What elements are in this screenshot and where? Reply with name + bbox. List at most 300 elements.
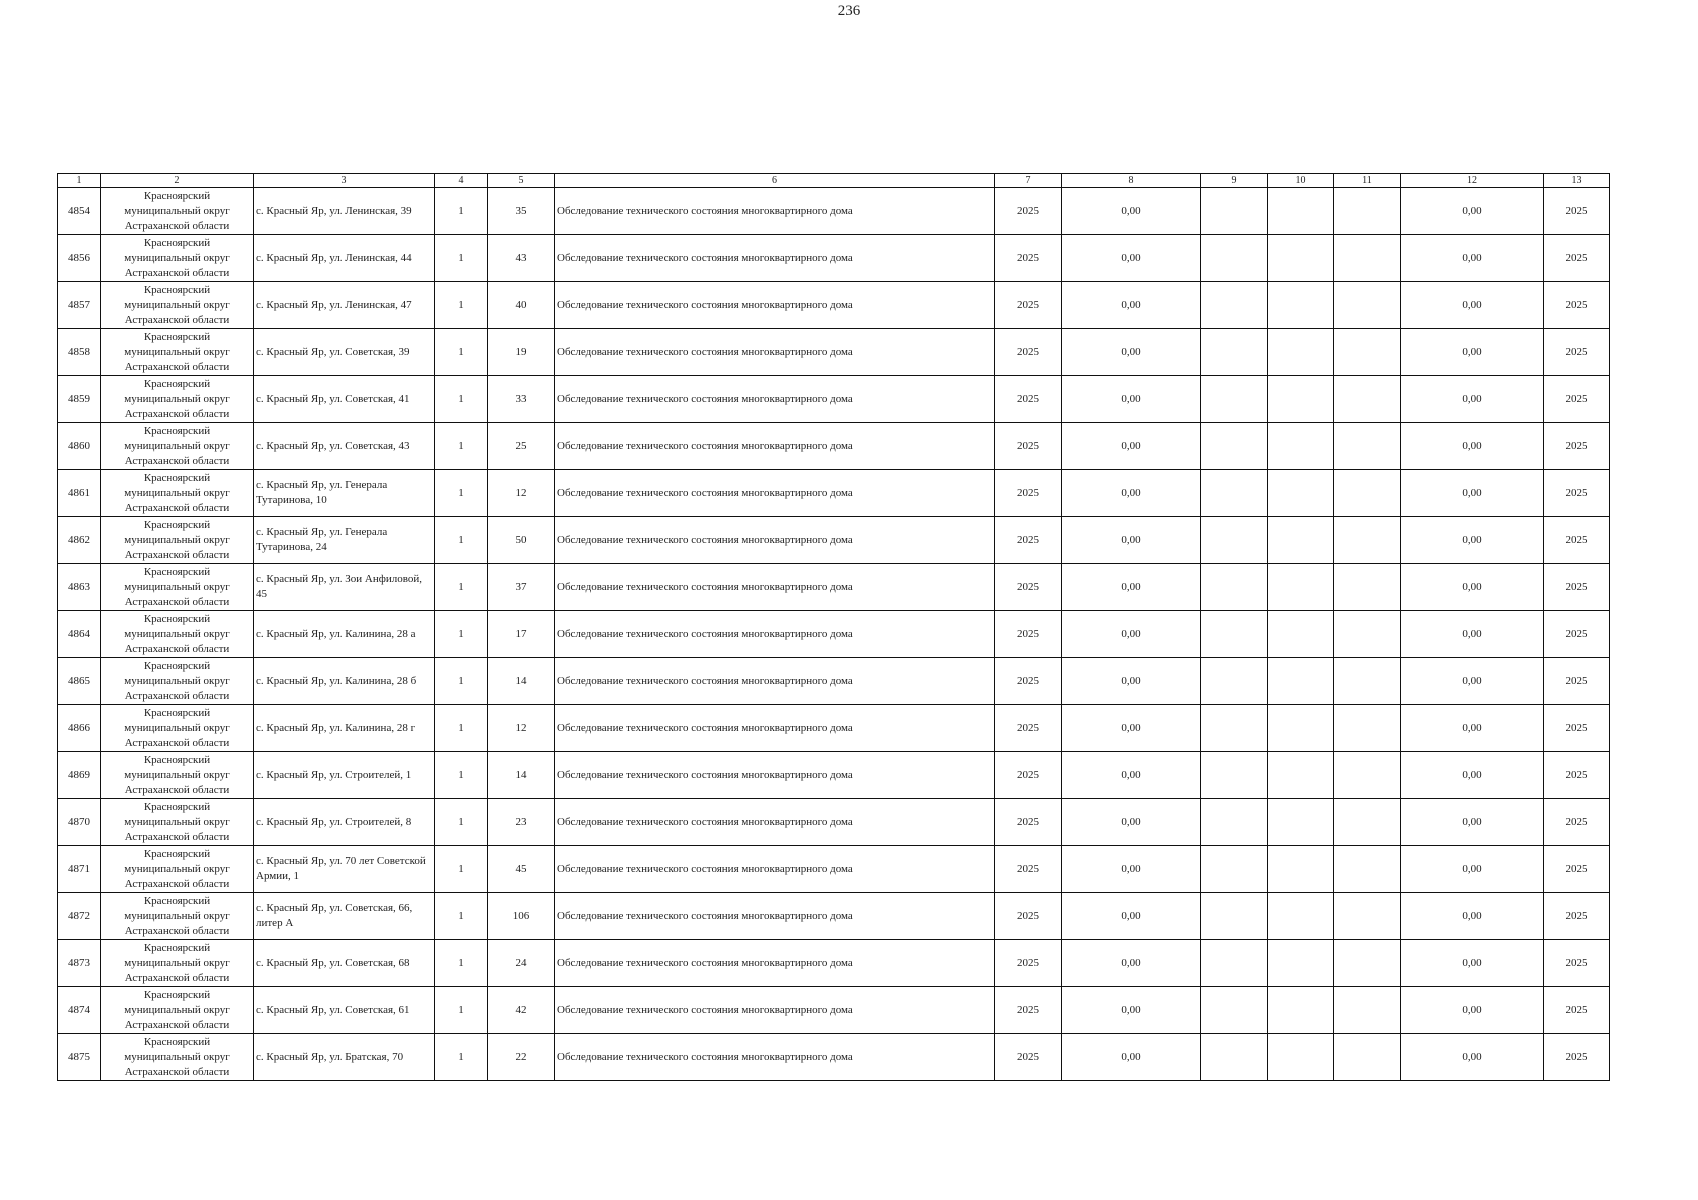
record-number-cell: 4862 bbox=[58, 517, 101, 564]
column-7-cell: 2025 bbox=[995, 564, 1062, 611]
column-11-cell bbox=[1334, 799, 1401, 846]
column-8-cell: 0,00 bbox=[1062, 705, 1201, 752]
table-row bbox=[58, 611, 1610, 658]
column-7-cell: 2025 bbox=[995, 423, 1062, 470]
column-7-cell: 2025 bbox=[995, 1034, 1062, 1081]
column-11-cell bbox=[1334, 564, 1401, 611]
municipality-line: муниципальный округ bbox=[124, 627, 230, 640]
column-8-cell: 0,00 bbox=[1062, 329, 1201, 376]
column-header-12: 12 bbox=[1401, 174, 1544, 188]
table-row bbox=[58, 517, 1610, 564]
table-row bbox=[58, 423, 1610, 470]
municipality-line: Астраханской области bbox=[124, 548, 230, 561]
column-7-cell: 2025 bbox=[995, 611, 1062, 658]
work-type-cell: Обследование технического состояния многоквартирного дома bbox=[555, 282, 995, 329]
column-9-cell bbox=[1201, 658, 1268, 705]
column-8-cell: 0,00 bbox=[1062, 987, 1201, 1034]
column-header-4: 4 bbox=[435, 174, 488, 188]
work-type-cell: Обследование технического состояния многоквартирного дома bbox=[555, 564, 995, 611]
municipality-line: Красноярский bbox=[143, 894, 211, 907]
column-header-9: 9 bbox=[1201, 174, 1268, 188]
column-10-cell bbox=[1268, 517, 1334, 564]
housing-program-table-container bbox=[57, 173, 1609, 1081]
column-header-6: 6 bbox=[555, 174, 995, 188]
record-number-cell: 4861 bbox=[58, 470, 101, 517]
column-12-cell: 0,00 bbox=[1401, 987, 1544, 1034]
work-type-cell: Обследование технического состояния многоквартирного дома bbox=[555, 517, 995, 564]
column-8-cell: 0,00 bbox=[1062, 846, 1201, 893]
municipality-cell bbox=[101, 188, 254, 235]
column-9-cell bbox=[1201, 940, 1268, 987]
column-9-cell bbox=[1201, 752, 1268, 799]
column-header-11: 11 bbox=[1334, 174, 1401, 188]
column-8-cell: 0,00 bbox=[1062, 893, 1201, 940]
column-header-8: 8 bbox=[1062, 174, 1201, 188]
address-cell: с. Красный Яр, ул. Советская, 61 bbox=[254, 987, 435, 1034]
table-row bbox=[58, 893, 1610, 940]
column-10-cell bbox=[1268, 282, 1334, 329]
column-9-cell bbox=[1201, 470, 1268, 517]
column-9-cell bbox=[1201, 611, 1268, 658]
column-9-cell bbox=[1201, 188, 1268, 235]
column-11-cell bbox=[1334, 188, 1401, 235]
municipality-cell bbox=[101, 517, 254, 564]
table-row bbox=[58, 705, 1610, 752]
address-cell: с. Красный Яр, ул. Калинина, 28 а bbox=[254, 611, 435, 658]
column-9-cell bbox=[1201, 846, 1268, 893]
column-9-cell bbox=[1201, 987, 1268, 1034]
work-type-cell: Обследование технического состояния многоквартирного дома bbox=[555, 470, 995, 517]
column-5-cell: 35 bbox=[488, 188, 555, 235]
column-5-cell: 45 bbox=[488, 846, 555, 893]
column-7-cell: 2025 bbox=[995, 470, 1062, 517]
column-10-cell bbox=[1268, 611, 1334, 658]
municipality-cell bbox=[101, 423, 254, 470]
municipality-line: муниципальный округ bbox=[124, 721, 230, 734]
address-cell: с. Красный Яр, ул. Зои Анфиловой, 45 bbox=[254, 564, 435, 611]
column-5-cell: 50 bbox=[488, 517, 555, 564]
address-cell: с. Красный Яр, ул. Братская, 70 bbox=[254, 1034, 435, 1081]
column-4-cell: 1 bbox=[435, 940, 488, 987]
column-11-cell bbox=[1334, 987, 1401, 1034]
column-10-cell bbox=[1268, 188, 1334, 235]
municipality-line: Красноярский bbox=[143, 377, 211, 390]
table-row bbox=[58, 188, 1610, 235]
municipality-cell bbox=[101, 658, 254, 705]
table-row bbox=[58, 658, 1610, 705]
column-5-cell: 12 bbox=[488, 705, 555, 752]
column-13-cell: 2025 bbox=[1544, 235, 1610, 282]
column-5-cell: 14 bbox=[488, 658, 555, 705]
record-number-cell: 4874 bbox=[58, 987, 101, 1034]
column-4-cell: 1 bbox=[435, 376, 488, 423]
column-12-cell: 0,00 bbox=[1401, 611, 1544, 658]
column-10-cell bbox=[1268, 705, 1334, 752]
address-cell: с. Красный Яр, ул. Генерала Тутаринова, 24 bbox=[254, 517, 435, 564]
record-number-cell: 4854 bbox=[58, 188, 101, 235]
column-13-cell: 2025 bbox=[1544, 1034, 1610, 1081]
column-7-cell: 2025 bbox=[995, 517, 1062, 564]
municipality-cell bbox=[101, 329, 254, 376]
column-9-cell bbox=[1201, 705, 1268, 752]
column-7-cell: 2025 bbox=[995, 235, 1062, 282]
housing-program-table bbox=[57, 173, 1610, 1081]
municipality-cell bbox=[101, 987, 254, 1034]
work-type-cell: Обследование технического состояния многоквартирного дома bbox=[555, 799, 995, 846]
municipality-cell bbox=[101, 564, 254, 611]
column-12-cell: 0,00 bbox=[1401, 188, 1544, 235]
municipality-cell bbox=[101, 940, 254, 987]
municipality-line: Красноярский bbox=[143, 236, 211, 249]
municipality-line: муниципальный округ bbox=[124, 204, 230, 217]
column-11-cell bbox=[1334, 1034, 1401, 1081]
column-7-cell: 2025 bbox=[995, 188, 1062, 235]
column-4-cell: 1 bbox=[435, 235, 488, 282]
column-13-cell: 2025 bbox=[1544, 517, 1610, 564]
work-type-cell: Обследование технического состояния многоквартирного дома bbox=[555, 376, 995, 423]
column-header-7: 7 bbox=[995, 174, 1062, 188]
municipality-line: муниципальный округ bbox=[124, 251, 230, 264]
column-7-cell: 2025 bbox=[995, 282, 1062, 329]
column-8-cell: 0,00 bbox=[1062, 1034, 1201, 1081]
column-10-cell bbox=[1268, 1034, 1334, 1081]
column-7-cell: 2025 bbox=[995, 705, 1062, 752]
municipality-line: муниципальный округ bbox=[124, 674, 230, 687]
column-9-cell bbox=[1201, 799, 1268, 846]
column-12-cell: 0,00 bbox=[1401, 846, 1544, 893]
municipality-line: муниципальный округ bbox=[124, 956, 230, 969]
address-cell: с. Красный Яр, ул. Советская, 39 bbox=[254, 329, 435, 376]
column-12-cell: 0,00 bbox=[1401, 752, 1544, 799]
municipality-line: Красноярский bbox=[143, 424, 211, 437]
column-header-1: 1 bbox=[58, 174, 101, 188]
column-12-cell: 0,00 bbox=[1401, 517, 1544, 564]
column-9-cell bbox=[1201, 376, 1268, 423]
column-11-cell bbox=[1334, 517, 1401, 564]
municipality-line: Красноярский bbox=[143, 988, 211, 1001]
column-9-cell bbox=[1201, 1034, 1268, 1081]
column-12-cell: 0,00 bbox=[1401, 376, 1544, 423]
table-body bbox=[58, 188, 1610, 1081]
municipality-line: Астраханской области bbox=[124, 360, 230, 373]
column-7-cell: 2025 bbox=[995, 752, 1062, 799]
municipality-line: муниципальный округ bbox=[124, 1050, 230, 1063]
column-11-cell bbox=[1334, 470, 1401, 517]
municipality-cell bbox=[101, 282, 254, 329]
column-8-cell: 0,00 bbox=[1062, 752, 1201, 799]
table-row bbox=[58, 940, 1610, 987]
column-4-cell: 1 bbox=[435, 470, 488, 517]
municipality-line: Красноярский bbox=[143, 800, 211, 813]
column-13-cell: 2025 bbox=[1544, 329, 1610, 376]
column-8-cell: 0,00 bbox=[1062, 799, 1201, 846]
record-number-cell: 4870 bbox=[58, 799, 101, 846]
column-11-cell bbox=[1334, 423, 1401, 470]
column-10-cell bbox=[1268, 940, 1334, 987]
column-4-cell: 1 bbox=[435, 423, 488, 470]
municipality-line: муниципальный округ bbox=[124, 580, 230, 593]
column-7-cell: 2025 bbox=[995, 987, 1062, 1034]
municipality-line: Красноярский bbox=[143, 706, 211, 719]
column-8-cell: 0,00 bbox=[1062, 376, 1201, 423]
municipality-cell bbox=[101, 705, 254, 752]
address-cell: с. Красный Яр, ул. Советская, 43 bbox=[254, 423, 435, 470]
municipality-line: Красноярский bbox=[143, 612, 211, 625]
column-10-cell bbox=[1268, 893, 1334, 940]
municipality-line: Астраханской области bbox=[124, 830, 230, 843]
municipality-cell bbox=[101, 376, 254, 423]
column-8-cell: 0,00 bbox=[1062, 517, 1201, 564]
column-10-cell bbox=[1268, 235, 1334, 282]
column-10-cell bbox=[1268, 564, 1334, 611]
record-number-cell: 4865 bbox=[58, 658, 101, 705]
column-12-cell: 0,00 bbox=[1401, 235, 1544, 282]
municipality-line: Астраханской области bbox=[124, 313, 230, 326]
column-11-cell bbox=[1334, 658, 1401, 705]
column-10-cell bbox=[1268, 376, 1334, 423]
column-header-3: 3 bbox=[254, 174, 435, 188]
column-12-cell: 0,00 bbox=[1401, 799, 1544, 846]
column-4-cell: 1 bbox=[435, 517, 488, 564]
municipality-line: Астраханской области bbox=[124, 595, 230, 608]
municipality-line: муниципальный округ bbox=[124, 345, 230, 358]
column-5-cell: 33 bbox=[488, 376, 555, 423]
municipality-cell bbox=[101, 893, 254, 940]
column-9-cell bbox=[1201, 423, 1268, 470]
column-5-cell: 17 bbox=[488, 611, 555, 658]
address-cell: с. Красный Яр, ул. Ленинская, 44 bbox=[254, 235, 435, 282]
column-4-cell: 1 bbox=[435, 329, 488, 376]
column-11-cell bbox=[1334, 611, 1401, 658]
column-13-cell: 2025 bbox=[1544, 423, 1610, 470]
work-type-cell: Обследование технического состояния многоквартирного дома bbox=[555, 846, 995, 893]
column-12-cell: 0,00 bbox=[1401, 940, 1544, 987]
record-number-cell: 4857 bbox=[58, 282, 101, 329]
record-number-cell: 4863 bbox=[58, 564, 101, 611]
page-number: 236 bbox=[837, 3, 861, 19]
column-4-cell: 1 bbox=[435, 893, 488, 940]
table-row bbox=[58, 564, 1610, 611]
municipality-cell bbox=[101, 235, 254, 282]
address-cell: с. Красный Яр, ул. Ленинская, 47 bbox=[254, 282, 435, 329]
column-9-cell bbox=[1201, 517, 1268, 564]
column-4-cell: 1 bbox=[435, 1034, 488, 1081]
column-10-cell bbox=[1268, 799, 1334, 846]
address-cell: с. Красный Яр, ул. Генерала Тутаринова, 10 bbox=[254, 470, 435, 517]
column-header-10: 10 bbox=[1268, 174, 1334, 188]
work-type-cell: Обследование технического состояния многоквартирного дома bbox=[555, 235, 995, 282]
column-5-cell: 106 bbox=[488, 893, 555, 940]
municipality-cell bbox=[101, 611, 254, 658]
address-cell: с. Красный Яр, ул. Ленинская, 39 bbox=[254, 188, 435, 235]
column-13-cell: 2025 bbox=[1544, 987, 1610, 1034]
column-12-cell: 0,00 bbox=[1401, 470, 1544, 517]
column-5-cell: 14 bbox=[488, 752, 555, 799]
column-9-cell bbox=[1201, 564, 1268, 611]
table-row bbox=[58, 376, 1610, 423]
municipality-line: Красноярский bbox=[143, 330, 211, 343]
column-11-cell bbox=[1334, 376, 1401, 423]
column-10-cell bbox=[1268, 423, 1334, 470]
record-number-cell: 4872 bbox=[58, 893, 101, 940]
table-row bbox=[58, 329, 1610, 376]
record-number-cell: 4875 bbox=[58, 1034, 101, 1081]
column-12-cell: 0,00 bbox=[1401, 1034, 1544, 1081]
column-4-cell: 1 bbox=[435, 188, 488, 235]
address-cell: с. Красный Яр, ул. Строителей, 1 bbox=[254, 752, 435, 799]
municipality-line: Астраханской области bbox=[124, 501, 230, 514]
column-11-cell bbox=[1334, 846, 1401, 893]
column-13-cell: 2025 bbox=[1544, 752, 1610, 799]
column-5-cell: 42 bbox=[488, 987, 555, 1034]
record-number-cell: 4858 bbox=[58, 329, 101, 376]
municipality-line: Астраханской области bbox=[124, 219, 230, 232]
column-13-cell: 2025 bbox=[1544, 799, 1610, 846]
column-13-cell: 2025 bbox=[1544, 658, 1610, 705]
column-header-2: 2 bbox=[101, 174, 254, 188]
table-row bbox=[58, 282, 1610, 329]
column-13-cell: 2025 bbox=[1544, 188, 1610, 235]
work-type-cell: Обследование технического состояния многоквартирного дома bbox=[555, 893, 995, 940]
column-11-cell bbox=[1334, 705, 1401, 752]
column-13-cell: 2025 bbox=[1544, 470, 1610, 517]
column-10-cell bbox=[1268, 329, 1334, 376]
municipality-cell bbox=[101, 1034, 254, 1081]
column-4-cell: 1 bbox=[435, 987, 488, 1034]
column-12-cell: 0,00 bbox=[1401, 893, 1544, 940]
address-cell: с. Красный Яр, ул. Советская, 41 bbox=[254, 376, 435, 423]
municipality-line: Красноярский bbox=[143, 659, 211, 672]
record-number-cell: 4859 bbox=[58, 376, 101, 423]
column-header-13: 13 bbox=[1544, 174, 1610, 188]
column-11-cell bbox=[1334, 893, 1401, 940]
column-13-cell: 2025 bbox=[1544, 376, 1610, 423]
table-header bbox=[58, 174, 1610, 188]
column-13-cell: 2025 bbox=[1544, 846, 1610, 893]
record-number-cell: 4866 bbox=[58, 705, 101, 752]
table-row bbox=[58, 470, 1610, 517]
municipality-line: Астраханской области bbox=[124, 689, 230, 702]
record-number-cell: 4860 bbox=[58, 423, 101, 470]
column-11-cell bbox=[1334, 940, 1401, 987]
work-type-cell: Обследование технического состояния многоквартирного дома bbox=[555, 1034, 995, 1081]
column-5-cell: 43 bbox=[488, 235, 555, 282]
address-cell: с. Красный Яр, ул. Советская, 68 bbox=[254, 940, 435, 987]
work-type-cell: Обследование технического состояния многоквартирного дома bbox=[555, 611, 995, 658]
column-8-cell: 0,00 bbox=[1062, 658, 1201, 705]
municipality-line: Красноярский bbox=[143, 753, 211, 766]
municipality-line: Красноярский bbox=[143, 189, 211, 202]
column-12-cell: 0,00 bbox=[1401, 658, 1544, 705]
column-4-cell: 1 bbox=[435, 752, 488, 799]
column-11-cell bbox=[1334, 752, 1401, 799]
column-7-cell: 2025 bbox=[995, 658, 1062, 705]
municipality-line: Красноярский bbox=[143, 518, 211, 531]
municipality-line: муниципальный округ bbox=[124, 298, 230, 311]
column-4-cell: 1 bbox=[435, 611, 488, 658]
work-type-cell: Обследование технического состояния многоквартирного дома bbox=[555, 423, 995, 470]
column-11-cell bbox=[1334, 282, 1401, 329]
municipality-line: Астраханской области bbox=[124, 642, 230, 655]
column-5-cell: 19 bbox=[488, 329, 555, 376]
column-7-cell: 2025 bbox=[995, 893, 1062, 940]
municipality-line: муниципальный округ bbox=[124, 533, 230, 546]
municipality-line: Астраханской области bbox=[124, 736, 230, 749]
work-type-cell: Обследование технического состояния многоквартирного дома bbox=[555, 705, 995, 752]
column-7-cell: 2025 bbox=[995, 846, 1062, 893]
work-type-cell: Обследование технического состояния многоквартирного дома bbox=[555, 188, 995, 235]
column-12-cell: 0,00 bbox=[1401, 329, 1544, 376]
column-7-cell: 2025 bbox=[995, 940, 1062, 987]
column-4-cell: 1 bbox=[435, 705, 488, 752]
column-5-cell: 23 bbox=[488, 799, 555, 846]
municipality-cell bbox=[101, 470, 254, 517]
column-13-cell: 2025 bbox=[1544, 893, 1610, 940]
municipality-line: Красноярский bbox=[143, 565, 211, 578]
table-row bbox=[58, 846, 1610, 893]
table-row bbox=[58, 799, 1610, 846]
column-4-cell: 1 bbox=[435, 799, 488, 846]
column-9-cell bbox=[1201, 282, 1268, 329]
address-cell: с. Красный Яр, ул. Калинина, 28 б bbox=[254, 658, 435, 705]
address-cell: с. Красный Яр, ул. Советская, 66, литер А bbox=[254, 893, 435, 940]
column-13-cell: 2025 bbox=[1544, 940, 1610, 987]
table-row bbox=[58, 1034, 1610, 1081]
column-10-cell bbox=[1268, 658, 1334, 705]
municipality-cell bbox=[101, 846, 254, 893]
column-number-row bbox=[58, 174, 1610, 188]
column-10-cell bbox=[1268, 846, 1334, 893]
address-cell: с. Красный Яр, ул. Строителей, 8 bbox=[254, 799, 435, 846]
municipality-line: Астраханской области bbox=[124, 1018, 230, 1031]
column-4-cell: 1 bbox=[435, 282, 488, 329]
municipality-cell bbox=[101, 799, 254, 846]
address-cell: с. Красный Яр, ул. Калинина, 28 г bbox=[254, 705, 435, 752]
column-10-cell bbox=[1268, 470, 1334, 517]
record-number-cell: 4873 bbox=[58, 940, 101, 987]
column-8-cell: 0,00 bbox=[1062, 423, 1201, 470]
table-row bbox=[58, 235, 1610, 282]
column-8-cell: 0,00 bbox=[1062, 235, 1201, 282]
column-5-cell: 37 bbox=[488, 564, 555, 611]
column-12-cell: 0,00 bbox=[1401, 705, 1544, 752]
column-9-cell bbox=[1201, 235, 1268, 282]
municipality-line: Красноярский bbox=[143, 471, 211, 484]
municipality-line: Астраханской области bbox=[124, 407, 230, 420]
municipality-line: муниципальный округ bbox=[124, 392, 230, 405]
municipality-line: муниципальный округ bbox=[124, 439, 230, 452]
column-9-cell bbox=[1201, 329, 1268, 376]
column-5-cell: 40 bbox=[488, 282, 555, 329]
record-number-cell: 4871 bbox=[58, 846, 101, 893]
record-number-cell: 4856 bbox=[58, 235, 101, 282]
column-12-cell: 0,00 bbox=[1401, 282, 1544, 329]
column-header-5: 5 bbox=[488, 174, 555, 188]
column-8-cell: 0,00 bbox=[1062, 470, 1201, 517]
column-8-cell: 0,00 bbox=[1062, 611, 1201, 658]
column-13-cell: 2025 bbox=[1544, 705, 1610, 752]
column-11-cell bbox=[1334, 235, 1401, 282]
table-row bbox=[58, 752, 1610, 799]
municipality-line: муниципальный округ bbox=[124, 486, 230, 499]
record-number-cell: 4864 bbox=[58, 611, 101, 658]
column-5-cell: 24 bbox=[488, 940, 555, 987]
column-8-cell: 0,00 bbox=[1062, 188, 1201, 235]
column-4-cell: 1 bbox=[435, 658, 488, 705]
column-7-cell: 2025 bbox=[995, 329, 1062, 376]
municipality-line: Красноярский bbox=[143, 1035, 211, 1048]
column-10-cell bbox=[1268, 987, 1334, 1034]
